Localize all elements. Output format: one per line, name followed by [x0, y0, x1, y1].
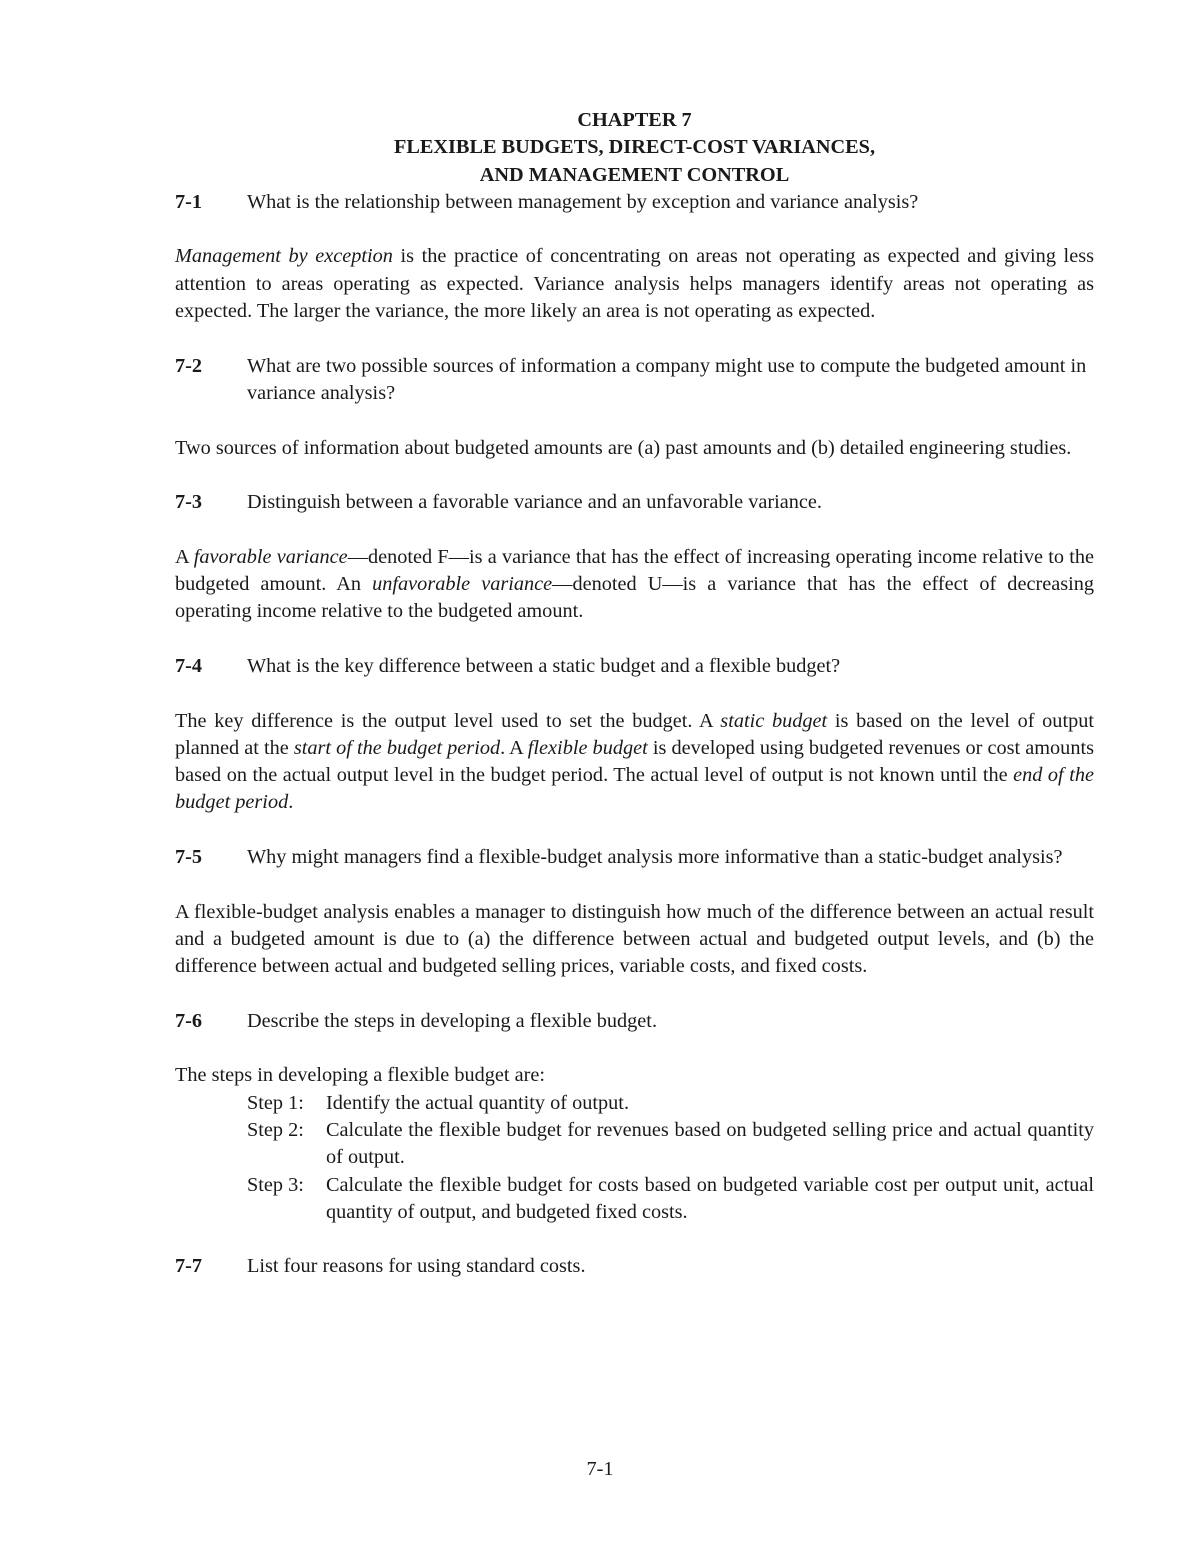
answer-text: A [175, 545, 194, 568]
question-7-7 [175, 1253, 1094, 1280]
answer-text: —denoted U—is a variance that has the effect of decreasing operating income relative to the budgeted amount. [175, 573, 1095, 623]
question-7-6 [175, 1008, 1094, 1035]
question-text: Describe the steps in developing a flexible budget. [247, 1009, 658, 1032]
answer-text: . [288, 791, 294, 814]
answer-emphasis: flexible budget [527, 736, 648, 759]
question-7-2 [175, 353, 1094, 408]
answer-7-6-intro: The steps in developing a flexible budget are: [175, 1064, 546, 1087]
question-number: 7-6 [175, 1009, 203, 1032]
question-text: Distinguish between a favorable variance and an unfavorable variance. [247, 491, 822, 514]
question-text: What is the key difference between a static budget and a flexible budget? [247, 654, 841, 677]
question-7-4 [175, 653, 1094, 680]
step-item [247, 1117, 1094, 1172]
chapter-title-line-1: FLEXIBLE BUDGETS, DIRECT-COST VARIANCES, [393, 136, 876, 159]
answer-7-2: Two sources of information about budgeted amounts are (a) past amounts and (b) detailed engineering studies. [175, 436, 1072, 459]
step-text: Calculate the flexible budget for revenues based on budgeted selling price and actual quantity of output. [326, 1118, 1094, 1169]
chapter-heading: CHAPTER 7 [577, 109, 692, 131]
question-7-1 [175, 189, 1094, 216]
question-number: 7-7 [175, 1255, 203, 1278]
question-number: 7-1 [175, 190, 203, 213]
question-number: 7-4 [175, 654, 203, 677]
answer-text: . A [500, 736, 528, 759]
answer-7-4 [175, 708, 1094, 817]
question-text: Why might managers find a flexible-budget analysis more informative than a static-budget analysis? [247, 846, 1063, 869]
answer-7-5: A flexible-budget analysis enables a manager to distinguish how much of the difference between an actual result and a budgeted amount is due to (a) the difference between actual and budgeted output levels, and (b) the difference between actual and budgeted selling prices, variable costs, and fixed costs. [175, 900, 1094, 978]
question-7-5 [175, 844, 1094, 871]
answer-emphasis: static budget [720, 709, 828, 732]
step-item [247, 1090, 1094, 1117]
answer-emphasis: Management by exception [175, 245, 393, 268]
step-text: Calculate the flexible budget for costs based on budgeted variable cost per output unit, actual quantity of output, and budgeted fixed costs. [326, 1173, 1094, 1223]
step-item [247, 1172, 1094, 1227]
question-text: What is the relationship between management by exception and variance analysis? [247, 190, 919, 213]
answer-emphasis: start of the budget period [293, 736, 501, 759]
answer-7-1 [175, 243, 1094, 325]
page-number: 7-1 [586, 1458, 614, 1480]
answer-emphasis: unfavorable variance [372, 573, 553, 596]
answer-emphasis: favorable variance [193, 545, 348, 568]
question-text: What are two possible sources of information a company might use to compute the budgeted amount in variance analysis? [247, 354, 1087, 404]
answer-7-3 [175, 544, 1094, 626]
question-7-3 [175, 489, 1094, 516]
answer-emphasis: end of the budget period [175, 764, 1094, 814]
answer-text: —denoted F—is a variance that has the effect of increasing operating income relative to the budgeted amount. An [175, 545, 1094, 596]
answer-text: is the practice of concentrating on areas not operating as expected and giving less attention to areas operating as expected. Variance analysis helps managers identify areas not operating as expected. The larger the variance, the more likely an area is not operating as expected. [175, 245, 1094, 323]
question-number: 7-5 [175, 846, 203, 869]
chapter-title-line-2: AND MANAGEMENT CONTROL [479, 163, 790, 186]
answer-text: is developed using budgeted revenues or cost amounts based on the actual output level in the budget period. The actual level of output is not known until the [175, 736, 1094, 787]
answer-text: The key difference is the output level used to set the budget. A [175, 709, 721, 732]
question-text: List four reasons for using standard costs. [247, 1255, 586, 1278]
question-number: 7-2 [175, 354, 203, 377]
question-number: 7-3 [175, 491, 203, 514]
page-content [175, 107, 1094, 1281]
step-label: Step 1: [247, 1091, 304, 1114]
step-text: Identify the actual quantity of output. [326, 1091, 630, 1114]
answer-text: is based on the level of output planned at the [175, 709, 1095, 759]
step-label: Step 3: [247, 1173, 304, 1196]
step-label: Step 2: [247, 1118, 304, 1141]
